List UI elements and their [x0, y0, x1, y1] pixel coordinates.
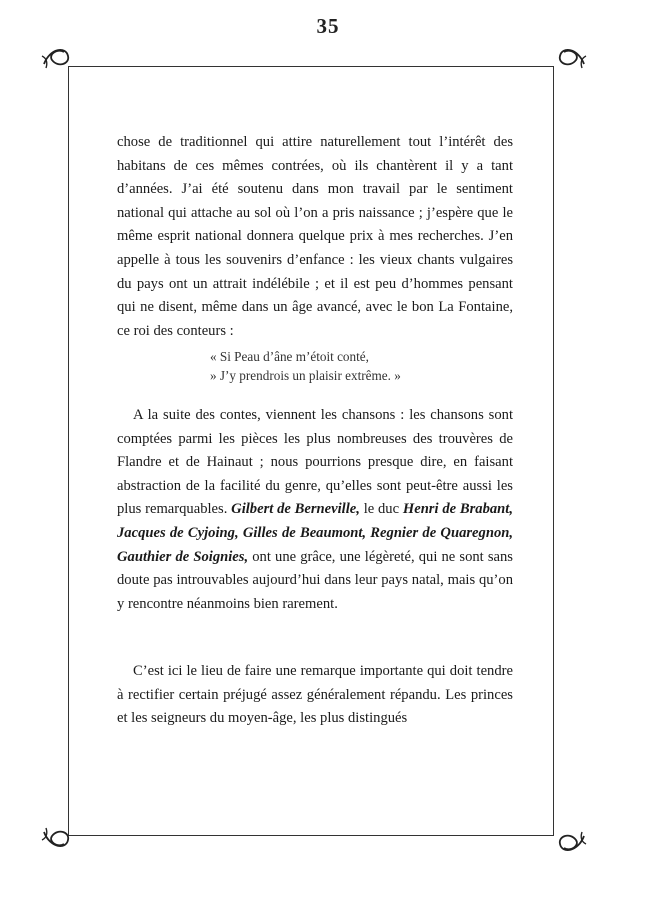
top-right-flourish-icon [554, 42, 588, 72]
paragraph-1: chose de traditionnel qui attire naturellement tout l’intérêt des habitans de ces mêmes contrées, où ils chantèrent il y a tant d’années. J’ai été soutenu dans mon travail par le sentiment national qui attache au sol où l’on a pris naissance ; j’espère que le même esprit national donnera quelque prix à mes recherches. J’en appelle à tous les souvenirs d’enfance : les vieux chants vulgaires du pays ont un attrait indélébile ; et il est peu d’hommes pensant qui ne disent, même dans un âge avancé, avec le bon La Fontaine, ce roi des conteurs : [117, 134, 513, 339]
verse-line-1: « Si Peau d’âne m’étoit conté, [210, 349, 369, 364]
troubadour-names-list: Jacques de Cyjoing, Gilles de Beaumont, Regnier de Quaregnon, Gauthier de Soignies, [117, 524, 513, 565]
verse-quote [210, 347, 401, 385]
verse-line-2: » J’y prendrois un plaisir extrême. » [210, 368, 401, 383]
paragraph-3: C’est ici le lieu de faire une remarque importante qui doit tendre à rectifier certain préjugé assez généralement répandu. Les princes et les seigneurs du moyen-âge, les plus distingués [117, 663, 513, 727]
paragraph-2-text-a: A la suite des contes, viennent les chansons : les chansons sont comptées parmi les pièces les plus nombreuses des trouvères de Flandre et de Hainaut ; nous pourrions presque dire, en faisant abstraction de la facilité du genre, qu’elles sont peut-être aussi les plus remarquables. [117, 407, 513, 518]
paragraph-2 [117, 404, 513, 616]
troubadour-name-brabant: Henri de Brabant, [402, 501, 513, 518]
paragraph-2-text-b: le duc [363, 501, 400, 518]
top-left-flourish-icon [40, 42, 74, 72]
paragraph-2-text-c: ont une grâce, une légèreté, qui ne sont sans doute pas introuvables aujourd’hui dans leur pays natal, mais qu’on y rencontre néanmoins bien rarement. [117, 548, 513, 612]
bottom-right-flourish-icon [554, 828, 588, 858]
bottom-left-flourish-icon [40, 824, 74, 854]
page-number: 35 [316, 14, 340, 38]
troubadour-name-berneville: Gilbert de Berneville, [231, 501, 360, 518]
